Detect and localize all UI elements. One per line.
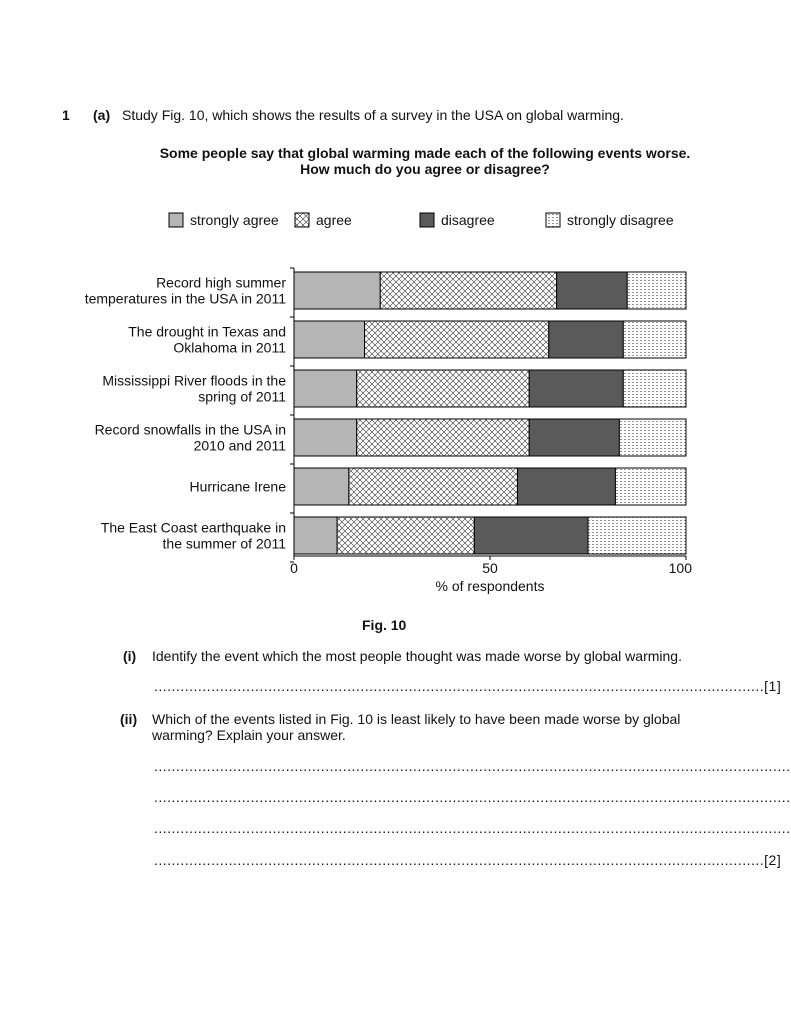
bars-group — [294, 272, 686, 554]
bar-segment-disagree — [529, 370, 623, 407]
legend-swatch-strongly-agree — [169, 213, 183, 227]
bar-segment-agree — [380, 272, 556, 309]
bar-segment-strongly-disagree — [627, 272, 686, 309]
bar-segment-strongly-agree — [294, 517, 337, 554]
question-number: 1 — [62, 107, 70, 123]
category-labels — [85, 275, 287, 552]
bar-segment-disagree — [549, 321, 623, 358]
category-label: Mississippi River floods in the — [102, 372, 286, 389]
chart-title-line1: Some people say that global warming made each of the following events worse. — [159, 145, 691, 161]
part-i-text: Identify the event which the most people thought was made worse by global warming. — [152, 648, 682, 664]
category-label: the summer of 2011 — [162, 535, 286, 552]
part-ii-number: (ii) — [120, 711, 138, 727]
bar-segment-strongly-disagree — [619, 419, 686, 456]
answer-line[interactable]: ................................................................................................................................................. — [154, 758, 791, 774]
chart-title-line2: How much do you agree or disagree? — [300, 161, 550, 177]
answer-line[interactable]: ................................................................................................................................................. — [154, 789, 791, 805]
x-axis-title: % of respondents — [435, 578, 545, 594]
answer-line[interactable]: ...........................................................................................................................................[2] — [154, 852, 782, 868]
legend-label-strongly-disagree: strongly disagree — [567, 212, 674, 228]
bar-segment-agree — [357, 419, 529, 456]
question-intro: Study Fig. 10, which shows the results of a survey in the USA on global warming. — [122, 107, 624, 123]
legend-swatch-strongly-disagree — [546, 213, 560, 227]
bar-segment-agree — [337, 517, 474, 554]
bar-segment-strongly-disagree — [623, 370, 686, 407]
figure-label: Fig. 10 — [362, 617, 407, 633]
bar-segment-disagree — [517, 468, 615, 505]
legend-swatch-disagree — [420, 213, 434, 227]
part-i-number: (i) — [123, 648, 137, 664]
bar-segment-agree — [365, 321, 549, 358]
chart-legend — [169, 212, 674, 228]
bar-segment-strongly-agree — [294, 419, 357, 456]
bar-segment-agree — [357, 370, 529, 407]
x-tick-label: 50 — [482, 560, 498, 576]
category-label: spring of 2011 — [198, 388, 286, 405]
category-label: Oklahoma in 2011 — [173, 339, 286, 356]
category-label: Record high summer — [156, 274, 286, 291]
part-ii-text-line2: warming? Explain your answer. — [152, 727, 346, 743]
part-ii-text-line1: Which of the events listed in Fig. 10 is least likely to have been made worse by global — [152, 711, 681, 727]
category-label: The drought in Texas and — [128, 323, 286, 340]
category-label: 2010 and 2011 — [193, 437, 286, 454]
category-label: Hurricane Irene — [189, 478, 286, 495]
x-tick-label: 100 — [668, 560, 692, 576]
legend-label-agree: agree — [316, 212, 352, 228]
answer-line[interactable]: ................................................................................................................................................. — [154, 820, 791, 836]
category-label: temperatures in the USA in 2011 — [84, 290, 286, 307]
legend-label-strongly-agree: strongly agree — [190, 212, 279, 228]
category-label: Record snowfalls in the USA in — [94, 421, 286, 438]
bar-segment-strongly-disagree — [588, 517, 686, 554]
x-tick-label: 0 — [290, 560, 298, 576]
bar-segment-strongly-agree — [294, 272, 380, 309]
bar-segment-strongly-agree — [294, 321, 365, 358]
bar-segment-disagree — [557, 272, 628, 309]
bar-segment-strongly-agree — [294, 370, 357, 407]
answer-line[interactable]: ...........................................................................................................................................[1] — [154, 678, 782, 694]
bar-segment-disagree — [474, 517, 588, 554]
bar-segment-strongly-disagree — [615, 468, 686, 505]
bar-segment-disagree — [529, 419, 619, 456]
bar-segment-strongly-agree — [294, 468, 349, 505]
legend-swatch-agree — [295, 213, 309, 227]
legend-label-disagree: disagree — [441, 212, 495, 228]
category-label: The East Coast earthquake in — [100, 519, 286, 536]
bar-segment-agree — [349, 468, 518, 505]
bar-segment-strongly-disagree — [623, 321, 686, 358]
question-part: (a) — [93, 107, 111, 123]
